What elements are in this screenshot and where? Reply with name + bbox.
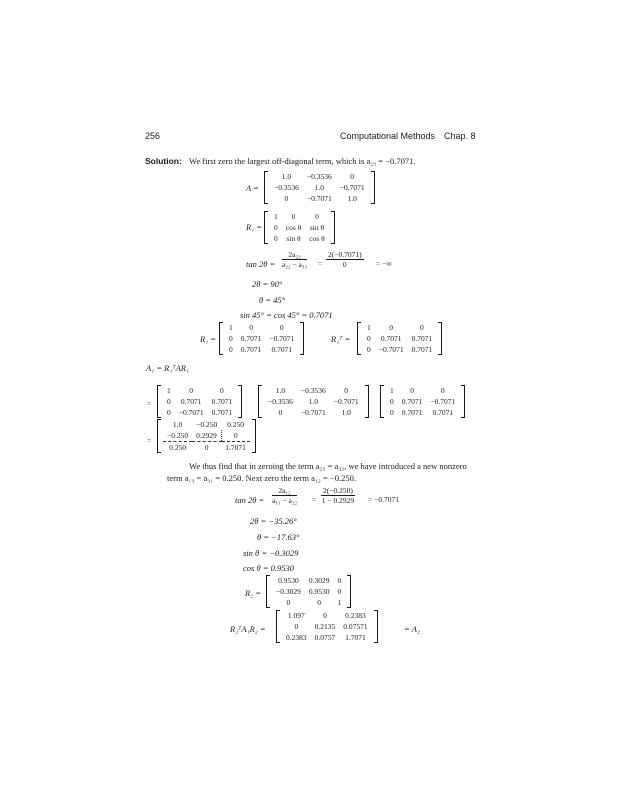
- matrix-a-label: A =: [246, 183, 259, 193]
- product-matrix-2: 1.0 −0.3536 0 −0.3536 1.0 −0.7071 0 −0.7071 1.0: [258, 385, 369, 418]
- eq-theta-b: θ = −17.63°: [257, 532, 300, 542]
- tan2theta-lhs: tan 2θ =: [246, 259, 276, 269]
- result-a1-matrix: 1.0 −0.250 0.250 −0.250 0.2929 0 0.250 0 1.7071: [157, 419, 256, 453]
- tan2theta-b-rhs: = −0.7071: [368, 495, 399, 504]
- tan2theta-rhs: = −∞: [376, 259, 392, 268]
- page-number: 256: [145, 131, 161, 141]
- eq-cos-b: cos θ = 0.9530: [243, 563, 294, 573]
- tan2theta-frac-2: $\frac{2(-0.7071)}{0}$: [328, 250, 362, 269]
- product-matrix-3: 1 0 0 0 0.7071 −0.7071 0 0.7071 0.7071: [380, 385, 465, 418]
- a1-definition: A₁ = R₁ᵀAR₁: [146, 363, 189, 373]
- eq-theta: θ = 45°: [259, 295, 286, 305]
- result-a2-rhs: = A₂: [404, 624, 420, 634]
- tan2theta-b-frac-1: $\frac{\text{2a₁₂}}{\text{a₁₁ − a₂₂}}$: [272, 486, 298, 505]
- tan2theta-b-frac-2: $\frac{2(-0.250)}{1 - 0.2929}$: [321, 486, 355, 505]
- matrix-r1: 1 0 0 0 0.7071 −0.7071 0 0.7071 0.7071: [219, 322, 304, 355]
- tan2theta-b-lhs: tan 2θ =: [235, 495, 265, 505]
- eq-sincos: sin 45° = cos 45° = 0.7071: [240, 310, 333, 320]
- matrix-r2: 0.9530 0.3029 0 −0.3029 0.9530 0 0 0 1: [266, 575, 351, 608]
- solution-intro: We first zero the largest off-diagonal term, which is a₂₃ = −0.7071.: [189, 156, 416, 166]
- matrix-a: 1.0 −0.3536 0 −0.3536 1.0 −0.7071 0 −0.7071 1.0: [264, 171, 375, 204]
- paragraph-line-2: term a₁₃ = a₃₁ = 0.250. Next zero the term a₁₂ = −0.250.: [167, 473, 356, 483]
- eq-sin-b: sin θ = −0.3029: [243, 548, 299, 558]
- section-title: Computational Methods: [340, 131, 436, 141]
- product-matrix-1: 1 0 0 0 0.7071 0.7071 0 −0.7071 0.7071: [157, 385, 242, 418]
- matrix-r1-general: 1 0 0 0 cos θ sin θ 0 sin θ cos θ: [264, 211, 335, 244]
- matrix-r1t: 1 0 0 0 0.7071 0.7071 0 −0.7071 0.7071: [357, 322, 442, 355]
- tan2theta-frac-1: $\frac{\text{2a₂₃}}{\text{a₂₂ − a₃₃}}$: [282, 250, 308, 269]
- eq-2theta: 2θ = 90°: [252, 279, 283, 289]
- result-a2-matrix: 1.097 0 0.2383 0 0.2135 0.07571 0.2383 0.0757 1.7071: [276, 610, 378, 643]
- solution-label: Solution:: [145, 156, 182, 166]
- paragraph-line-1: We thus find that in zeroing the term a₂₃ = a₃₂, we have introduced a new nonzero: [189, 461, 467, 471]
- matrix-r1t-label: R₁ᵀ =: [331, 334, 351, 344]
- matrix-r1-general-label: R₁ =: [246, 222, 263, 232]
- matrix-r1-label: R₁ =: [200, 334, 217, 344]
- matrix-r2-label: R₂ =: [245, 588, 262, 598]
- eq-2theta-b: 2θ = −35.26°: [250, 516, 297, 526]
- result-a2-label: R₂ᵀA₁R₂ =: [230, 624, 266, 634]
- chapter-label: Chap. 8: [444, 131, 476, 141]
